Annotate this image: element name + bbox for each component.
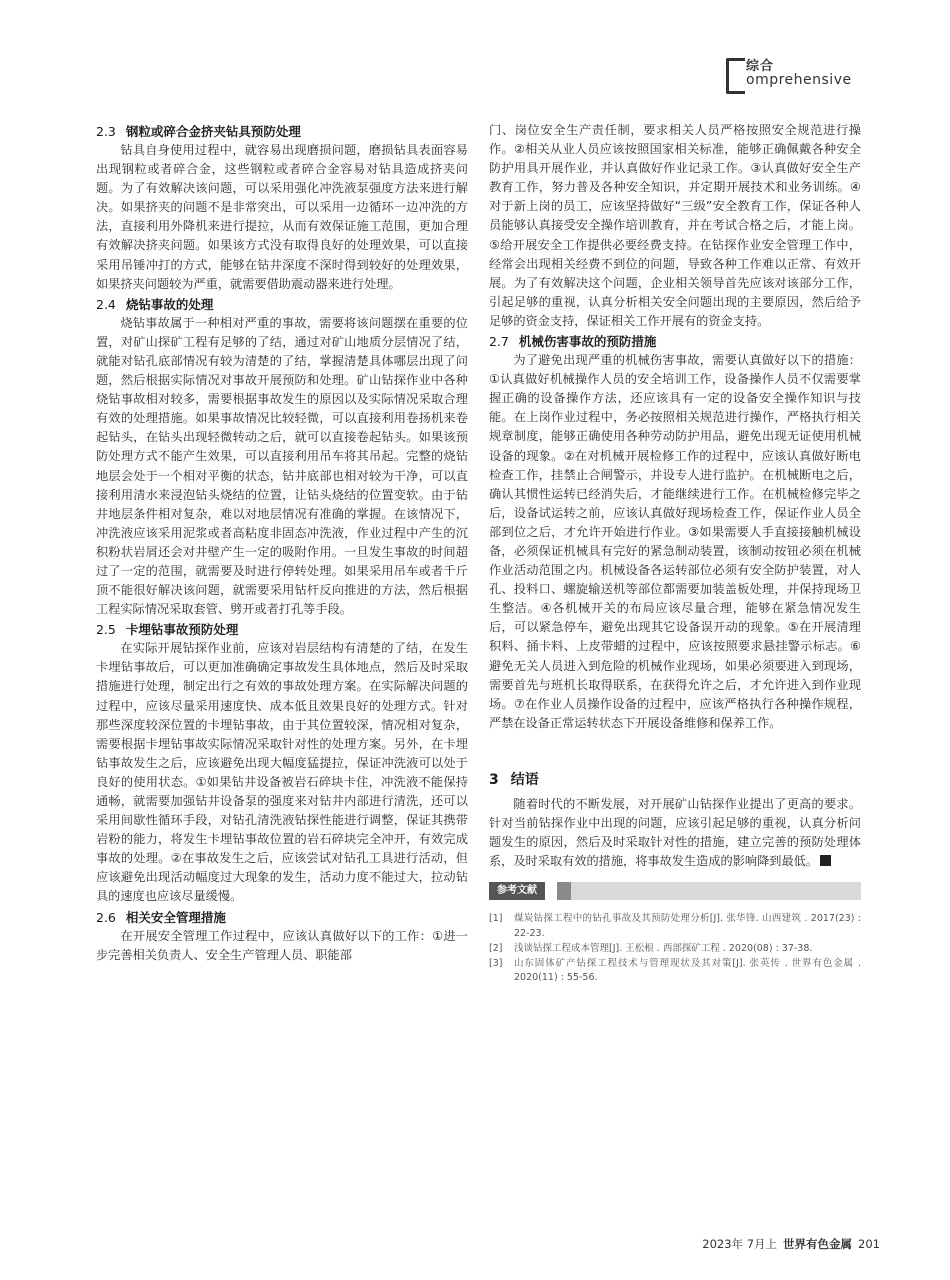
references-bar — [489, 882, 861, 900]
paragraph: 在实际开展钻探作业前，应该对岩层结构有清楚的了结，在发生卡埋钻事故后，可以更加准确确定事故发生具体地点，然后及时采取措施进行处理，制定出行之有效的事故处理方案。在实际解决问题的过程中，应该尽量采用速度快、成本低且效果良好的处理方式。针对那些深度较深位置的卡埋钻事故，由于其位置较深，情况相对复杂，需要根据卡埋钻事故实际情况采取针对性的处理方案。另外，在卡埋钻事故发生之后，应该避免出现大幅度猛提拉，保证冲洗液可以处于良好的使用状态。①如果钻井设备被岩石碎块卡住，冲洗液不能保持通畅，就需要加强钻井设备泵的强度来对钻井内部进行清洗，还可以采用间歇性循环手段，对钻孔清洗液钻探性能进行调整，保证其携带岩粉的能力，将发生卡埋钻事故位置的岩石碎块完全冲开，有效完成事故的处理。②在事故发生之后，应该尝试对钻孔工具进行活动，但应该避免出现活动幅度过大现象的发生，活动力度不能过大，拉动钻具的速度也应该尽量缓慢。 — [96, 641, 468, 904]
end-mark-icon — [820, 855, 831, 866]
bar-accent — [557, 882, 571, 900]
left-column — [96, 121, 468, 965]
header-title-en: omprehensive — [746, 72, 852, 88]
reference-item — [489, 942, 861, 957]
heading-number: 2.6 — [96, 909, 116, 925]
paragraph: 为了避免出现严重的机械伤害事故，需要认真做好以下的措施：①认真做好机械操作人员的安全培训工作，设备操作人员不仅需要掌握正确的设备操作方法，还应该具有一定的设备安全操作知识与技能。在上岗作业过程中，务必按照相关规范进行操作，严格执行相关规章制度，能够正确使用各种劳动防护用品，避免出现无证使用机械设备的现象。②在对机械开展检修工作的过程中，应该认真做好断电检查工作，挂禁止合闸警示，并设专人进行监护。在机械断电之后，确认其惯性运转已经消失后，才能继续进行工作。在机械检修完毕之后，设备试运转之前，应该认真做好现场检查工作，保证作业人员全部到位之后，才允许开始进行作业。③如果需要人手直接接触机械设备，必须保证机械具有完好的紧急制动装置，该制动按钮必须在机械作业活动范围之内。机械设备各运转部位必须有安全防护装置，对人孔、投料口、螺旋输送机等部位都需要加装盖板处理，并保持现场卫生整洁。④各机械开关的布局应该尽量合理，能够在紧急情况发生后，可以紧急停车，避免出现其它设备误开动的现象。⑤在开展清理积料、捅卡料、上皮带蜡的过程中，应该按照要求悬挂警示标志。⑥避免无关人员进入到危险的机械作业现场，如果必须要进入到现场，需要首先与班机长取得联系，在获得允许之后，才允许进入到作业现场。⑦在作业人员操作设备的过程中，应该严格执行各种操作规程，严禁在设备正常运转状态下开展设备维修和保养工作。 — [489, 353, 861, 730]
heading-2-4 — [96, 295, 468, 314]
heading-text: 卡埋钻事故预防处理 — [125, 622, 239, 638]
reference-item — [489, 912, 861, 942]
reference-index: [1] — [489, 913, 503, 925]
reference-text: 浅谈钻探工程成本管理[J]. 王松根 . 西部探矿工程 . 2020(08) : 37-38. — [514, 942, 813, 954]
header-bracket-c — [726, 58, 745, 94]
reference-index: [2] — [489, 942, 503, 954]
heading-2-6 — [96, 908, 468, 927]
header-title-zh: 综合 — [746, 59, 775, 74]
paragraph-continued: 门、岗位安全生产责任制，要求相关人员严格按照安全规范进行操作。②相关从业人员应该按照国家相关标准，能够正确佩戴各种安全防护用具开展作业，并认真做好作业记录工作。③认真做好安全生产教育工作，努力普及各种安全知识，并定期开展技术和业务训练。④对于新上岗的员工，应该坚持做好“三级”安全教育工作，保证各种人员能够认真接受安全操作培训教育，并在考试合格之后，才能上岗。⑤给开展安全工作提供必要经费支持。在钻探作业安全管理工作中，经常会出现相关经费不到位的问题，导致各种工作难以正常、有效开展。为了有效解决这个问题，企业相关领导首先应该对该部分工作，引起足够的重视，认真分析相关安全问题出现的主要原因，然后给予足够的资金支持，保证相关工作开展有的资金支持。 — [489, 123, 861, 328]
heading-2-7 — [489, 332, 861, 351]
heading-number: 2.5 — [96, 622, 116, 638]
page-footer — [690, 1236, 880, 1252]
heading-number: 2.3 — [96, 124, 116, 139]
footer-date: 2023年 7月上 — [702, 1237, 778, 1251]
paragraph: 在开展安全管理工作过程中，应该认真做好以下的工作：①进一步完善相关负责人、安全生产管理人员、职能部 — [96, 928, 468, 962]
conclusion-text: 随着时代的不断发展，对开展矿山钻探作业提出了更高的要求。针对当前钻探作业中出现的问题，应该引起足够的重视，认真分析问题发生的原因，然后及时采取针对性的措施，建立完善的预防处理体系，及时采取有效的措施，将事故发生造成的影响降到最低。 — [489, 796, 861, 869]
reference-text: 煤炭钻探工程中的钻孔事故及其预防处理分析[J]. 张华锋. 山西建筑 . 2017(23) : 22-23. — [514, 913, 861, 940]
heading-2-3 — [96, 122, 468, 141]
paragraph — [489, 795, 861, 871]
heading-2-5 — [96, 620, 468, 639]
heading-text: 烧钻事故的处理 — [125, 296, 214, 312]
heading-3 — [489, 769, 861, 791]
reference-text: 山东固体矿产钻探工程技术与管理现状及其对策[J]. 张英传 . 世界有色金属 . 2020(11) : 55-56. — [514, 957, 861, 984]
page-number: 201 — [858, 1237, 880, 1251]
heading-text: 相关安全管理措施 — [125, 909, 226, 925]
section-header — [726, 56, 866, 92]
paragraph: 烧钻事故属于一种相对严重的事故，需要将该问题摆在重要的位置，对矿山探矿工程有足够的了结，通过对矿山地质分层情况了结，就能对钻孔底部情况有较为清楚的了结，掌握清楚具体哪层出现了问题，然后根据实际情况对事故开展预防和处理。矿山钻探作业中各种烧钻事故相对较多，需要根据事故发生的原因以及实际情况采取合理有效的处理措施。如果事故情况比较轻微，可以直接利用卷扬机来卷起钻头，在钻头出现轻微转动之后，就可以直接卷起钻头。如果该预防处理方式不能产生效果，可以直接利用吊车将其吊起。完整的烧钻地层会处于一个相对平衡的状态，钻井底部也相对较为干净，可以直接利用清水来浸泡钻头烧结的位置，让钻头烧结的位置变软。由于钻井地层条件相对复杂，难以对地层情况有准确的掌握。在该情况下，冲洗液应该采用泥浆或者高粘度非固态冲洗液，作业过程中产生的沉积粉状岩屑还会对井壁产生一定的吸附作用。一旦发生事故的时间超过了一定的范围，就需要及时进行停转处理。如果采用吊车或者千斤顶不能很好解决该问题，就需要采用钻杆反向推进的方法，然后根据工程实际情况采取套管、劈开或者打孔等手段。 — [96, 315, 468, 617]
reference-item — [489, 957, 861, 987]
references-list — [489, 912, 861, 986]
reference-index: [3] — [489, 957, 503, 969]
heading-text: 结语 — [510, 771, 539, 788]
heading-number: 2.4 — [96, 296, 116, 312]
heading-number: 2.7 — [489, 334, 509, 350]
right-column — [489, 121, 861, 986]
heading-number: 3 — [489, 771, 499, 788]
footer-journal: 世界有色金属 — [783, 1237, 853, 1251]
paragraph: 钻具自身使用过程中，就容易出现磨损问题，磨损钻具表面容易出现钢粒或者碎合金，这些钢粒或者碎合金容易对钻具造成挤夹问题。为了有效解决该问题，可以采用强化冲洗液泵强度方法来进行解决。如果挤夹的问题不是非常突出，可以采用一边循环一边冲洗的方法，直接利用外降机来进行提拉，从而有效保证施工范围，更加合理有效解决挤夹问题。如果该方式没有取得良好的处理效果，可以直接采用吊锤冲打的方式，能够在钻井深度不深时得到较好的处理效果，如果挤夹问题较为严重，就需要借助震动器来进行处理。 — [96, 143, 468, 291]
heading-text: 机械伤害事故的预防措施 — [518, 334, 657, 350]
references-label: 参考文献 — [489, 882, 545, 900]
bar-fill — [571, 882, 861, 900]
heading-text: 钢粒或碎合金挤夹钻具预防处理 — [125, 124, 301, 139]
